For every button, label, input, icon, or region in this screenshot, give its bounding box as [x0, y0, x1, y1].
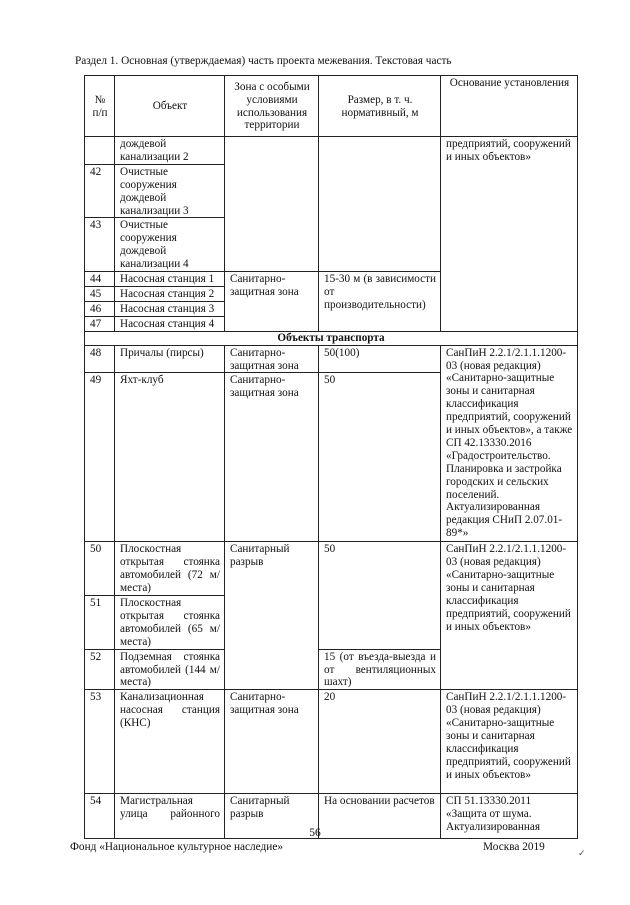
- table-row: [85, 542, 578, 596]
- row-number: 52: [85, 649, 115, 690]
- row-object: Насосная станция 4: [115, 316, 225, 331]
- row-size: 50: [319, 373, 441, 542]
- col-header-object: Объект: [115, 76, 225, 137]
- row-size: 15 (от въезда-выезда и от вентиляционных шахт): [319, 649, 441, 690]
- row-object: дождевой канализации 2: [115, 137, 225, 165]
- row-basis: предприятий, сооружений и иных объектов»: [441, 137, 578, 332]
- table-row: [85, 345, 578, 373]
- row-object: Канализационная насосная станция (КНС): [115, 690, 225, 794]
- row-number: 47: [85, 316, 115, 331]
- footer-city-year: Москва 2019: [483, 841, 545, 853]
- row-basis: СанПиН 2.2.1/2.1.1.1200-03 (новая редакция) «Санитарно-защитные зоны и санитарная классификация предприятий, сооружений и иных объектов»: [441, 690, 578, 794]
- col-header-basis: Основание установления: [441, 76, 578, 137]
- row-number: 43: [85, 218, 115, 272]
- row-number: 54: [85, 794, 115, 839]
- row-number: 46: [85, 301, 115, 316]
- row-size: 20: [319, 690, 441, 794]
- col-header-zone: Зона с особыми условиями использования территории: [225, 76, 319, 137]
- row-basis: СП 51.13330.2011 «Защита от шума. Актуализированная: [441, 794, 578, 839]
- row-object: Насосная станция 1: [115, 272, 225, 287]
- row-size: На основании расчетов: [319, 794, 441, 839]
- scan-mark-icon: ✓: [578, 848, 586, 858]
- col-header-number: № п/п: [85, 76, 115, 137]
- section-row: [85, 331, 578, 345]
- row-number: 42: [85, 164, 115, 218]
- section-title-transport: Объекты транспорта: [85, 331, 578, 345]
- row-object: Магистральная улица районного: [115, 794, 225, 839]
- table-row: [85, 137, 578, 165]
- document-table: [84, 75, 578, 839]
- row-zone: Санитарно-защитная зона: [225, 345, 319, 373]
- row-object: Плоскостная открытая стоянка автомобилей (65 м/места): [115, 596, 225, 650]
- row-zone: Санитарно-защитная зона: [225, 690, 319, 794]
- row-size: [319, 137, 441, 272]
- row-object: Насосная станция 3: [115, 301, 225, 316]
- row-object: Яхт-клуб: [115, 373, 225, 542]
- row-number: 49: [85, 373, 115, 542]
- row-number: 51: [85, 596, 115, 650]
- section-header: Раздел 1. Основная (утверждаемая) часть проекта межевания. Текстовая часть: [75, 55, 452, 67]
- table-row: [85, 690, 578, 794]
- row-size: 50: [319, 542, 441, 649]
- row-size: 50(100): [319, 345, 441, 373]
- row-object: Подземная стоянка автомобилей (144 м/места): [115, 649, 225, 690]
- row-number: 53: [85, 690, 115, 794]
- row-zone: [225, 137, 319, 272]
- row-object: Причалы (пирсы): [115, 345, 225, 373]
- row-object: Насосная станция 2: [115, 286, 225, 301]
- col-header-size: Размер, в т. ч. нормативный, м: [319, 76, 441, 137]
- row-number: 44: [85, 272, 115, 287]
- row-number: 50: [85, 542, 115, 596]
- row-zone: Санитарный разрыв: [225, 794, 319, 839]
- row-basis: СанПиН 2.2.1/2.1.1.1200-03 (новая редакция) «Санитарно-защитные зоны и санитарная классификация предприятий, сооружений и иных объектов»: [441, 542, 578, 690]
- row-basis: СанПиН 2.2.1/2.1.1.1200-03 (новая редакция) «Санитарно-защитные зоны и санитарная классификация предприятий, сооружений и иных объектов», а также СП 42.13330.2016 «Градостроительство. Планировка и застройка городских и сельских поселений. Актуализированная редакция СНиП 2.07.01-89*»: [441, 345, 578, 542]
- row-zone: Санитарно-защитная зона: [225, 373, 319, 542]
- row-number: [85, 137, 115, 165]
- row-size: 15-30 м (в зависимости от производительности): [319, 272, 441, 332]
- row-number: 45: [85, 286, 115, 301]
- row-zone: Санитарный разрыв: [225, 542, 319, 690]
- page-number: 56: [309, 827, 321, 839]
- row-zone: Санитарно-защитная зона: [225, 272, 319, 332]
- table-header-row: [85, 76, 578, 137]
- row-object: Очистные сооружения дождевой канализации 4: [115, 218, 225, 272]
- row-object: Очистные сооружения дождевой канализации 3: [115, 164, 225, 218]
- row-number: 48: [85, 345, 115, 373]
- row-object: Плоскостная открытая стоянка автомобилей (72 м/места): [115, 542, 225, 596]
- footer-organization: Фонд «Национальное культурное наследие»: [70, 841, 283, 853]
